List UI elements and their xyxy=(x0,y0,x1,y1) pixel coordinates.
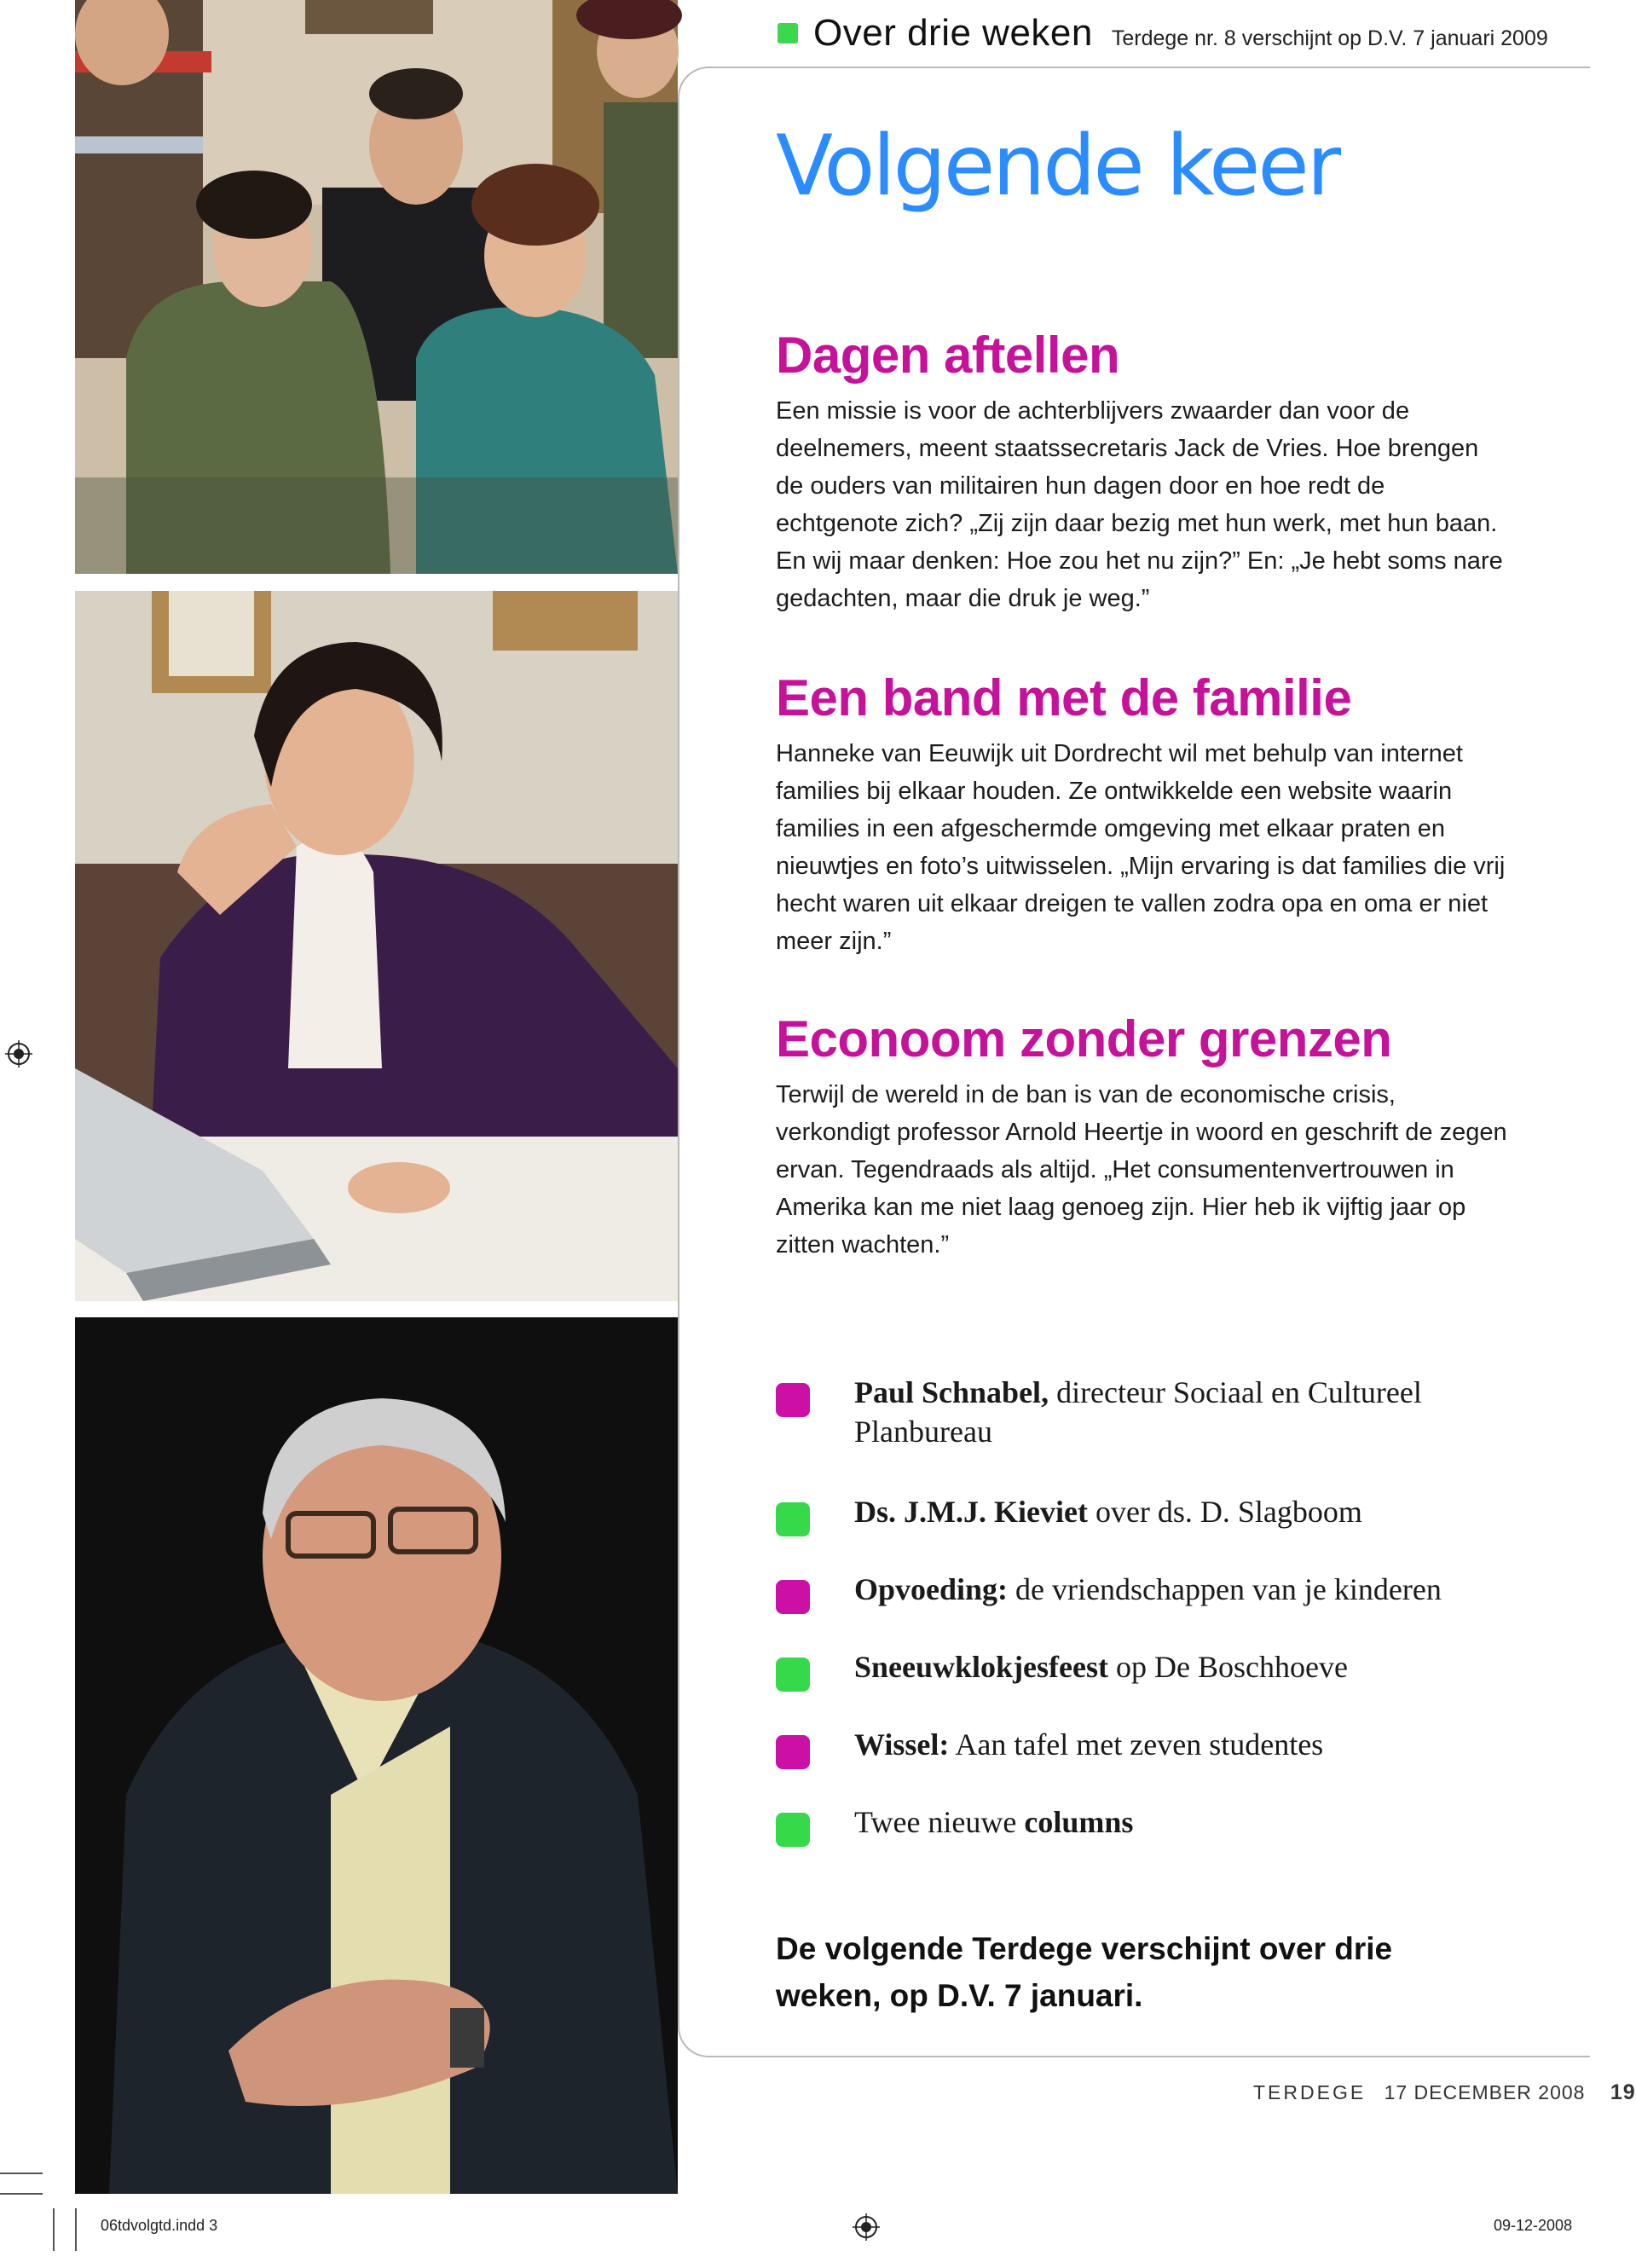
crop-mark xyxy=(0,2173,43,2174)
folio xyxy=(1253,2080,1636,2105)
closing-note: De volgende Terdege verschijnt over drie weken, op D.V. 7 januari. xyxy=(776,1931,1393,2013)
family-photo xyxy=(75,0,678,574)
page-header xyxy=(778,12,1548,63)
crop-mark xyxy=(53,2208,55,2251)
magazine-name: TERDEGE xyxy=(1253,2081,1367,2103)
contents-list xyxy=(776,1373,1526,1842)
woman-with-laptop-photo xyxy=(75,591,678,1301)
article-title: Een band met de familie xyxy=(776,669,1352,726)
article-body: Hanneke van Eeuwijk uit Dordrecht wil met behulp van internet families bij elkaar houden. Ze ontwikkelde een website waarin families in een afgeschermde omgeving met elkaar praten en nieuwtjes en foto’s uitwisselen. „Mijn ervaring is dat families die vrij hecht waren uit elkaar dreigen te vallen zodra opa en oma er niet meer zijn.” xyxy=(776,740,1506,955)
man-portrait-photo xyxy=(75,1317,678,2194)
square-bullet-icon xyxy=(776,1658,810,1692)
item-bold: Ds. J.M.J. Kieviet xyxy=(854,1495,1088,1529)
crop-mark xyxy=(0,2193,43,2195)
header-issue-note: Terdege nr. 8 verschijnt op D.V. 7 januari 2009 xyxy=(1111,26,1548,50)
page-title: Volgende keer xyxy=(776,118,1339,215)
square-bullet-icon xyxy=(776,1813,810,1847)
square-bullet-icon xyxy=(776,1383,810,1417)
list-item xyxy=(776,1725,1526,1764)
square-bullet-icon xyxy=(776,1735,810,1769)
page-number: 19 xyxy=(1610,2080,1636,2104)
issue-date: 17 DECEMBER 2008 xyxy=(1384,2081,1586,2103)
square-bullet-icon xyxy=(776,1502,810,1536)
item-text: Twee nieuwe xyxy=(854,1805,1025,1839)
print-date: 09-12-2008 xyxy=(1494,2217,1573,2234)
item-bold: columns xyxy=(1024,1805,1134,1839)
article-body: Terwijl de wereld in de ban is van de economische crisis, verkondigt professor Arnold Heertje in woord en geschrift de zegen ervan. Tegendraads als altijd. „Het consumentenvertrouwen in Amerika kan me niet laag genoeg zijn. Hier heb ik vijftig jaar op zitten wachten.” xyxy=(776,1081,1507,1258)
list-item xyxy=(776,1373,1526,1451)
article-teaser xyxy=(776,1011,1509,1264)
article-title: Dagen aftellen xyxy=(776,327,1120,384)
list-item xyxy=(776,1802,1526,1842)
item-bold: Sneeuwklokjesfeest xyxy=(854,1650,1108,1684)
article-teaser xyxy=(776,670,1509,960)
list-item xyxy=(776,1492,1526,1531)
article-title: Econoom zonder grenzen xyxy=(776,1010,1392,1067)
item-bold: Paul Schnabel, xyxy=(854,1375,1049,1409)
item-text: de vriendschappen van je kinderen xyxy=(1008,1572,1442,1606)
item-bold: Wissel: xyxy=(854,1727,950,1762)
registration-mark-icon xyxy=(5,1040,32,1067)
green-square-icon xyxy=(778,23,798,43)
item-text: Aan tafel met zeven studentes xyxy=(949,1727,1324,1762)
item-text: op De Boschhoeve xyxy=(1107,1650,1348,1684)
file-slug: 06tdvolgtd.indd 3 xyxy=(101,2217,218,2234)
list-item xyxy=(776,1647,1526,1687)
item-bold: Opvoeding: xyxy=(854,1572,1009,1606)
item-text: over ds. D. Slagboom xyxy=(1087,1495,1362,1529)
header-kicker: Over drie weken xyxy=(813,12,1093,54)
item-text: directeur Sociaal en Cultureel Planbureau xyxy=(854,1375,1422,1449)
square-bullet-icon xyxy=(776,1580,810,1614)
list-item xyxy=(776,1570,1526,1609)
crop-mark xyxy=(75,2208,77,2251)
article-teaser xyxy=(776,327,1509,617)
article-body: Een missie is voor de achterblijvers zwaarder dan voor de deelnemers, meent staatssecretaris Jack de Vries. Hoe brengen de ouders van militairen hun dagen door en hoe redt de echtgenote zich? „Zij zijn daar bezig met hun werk, met hun baan. En wij maar denken: Hoe zou het nu zijn?” En: „Je hebt soms nare gedachten, maar die druk je weg.” xyxy=(776,397,1503,612)
registration-mark-icon xyxy=(853,2213,880,2241)
